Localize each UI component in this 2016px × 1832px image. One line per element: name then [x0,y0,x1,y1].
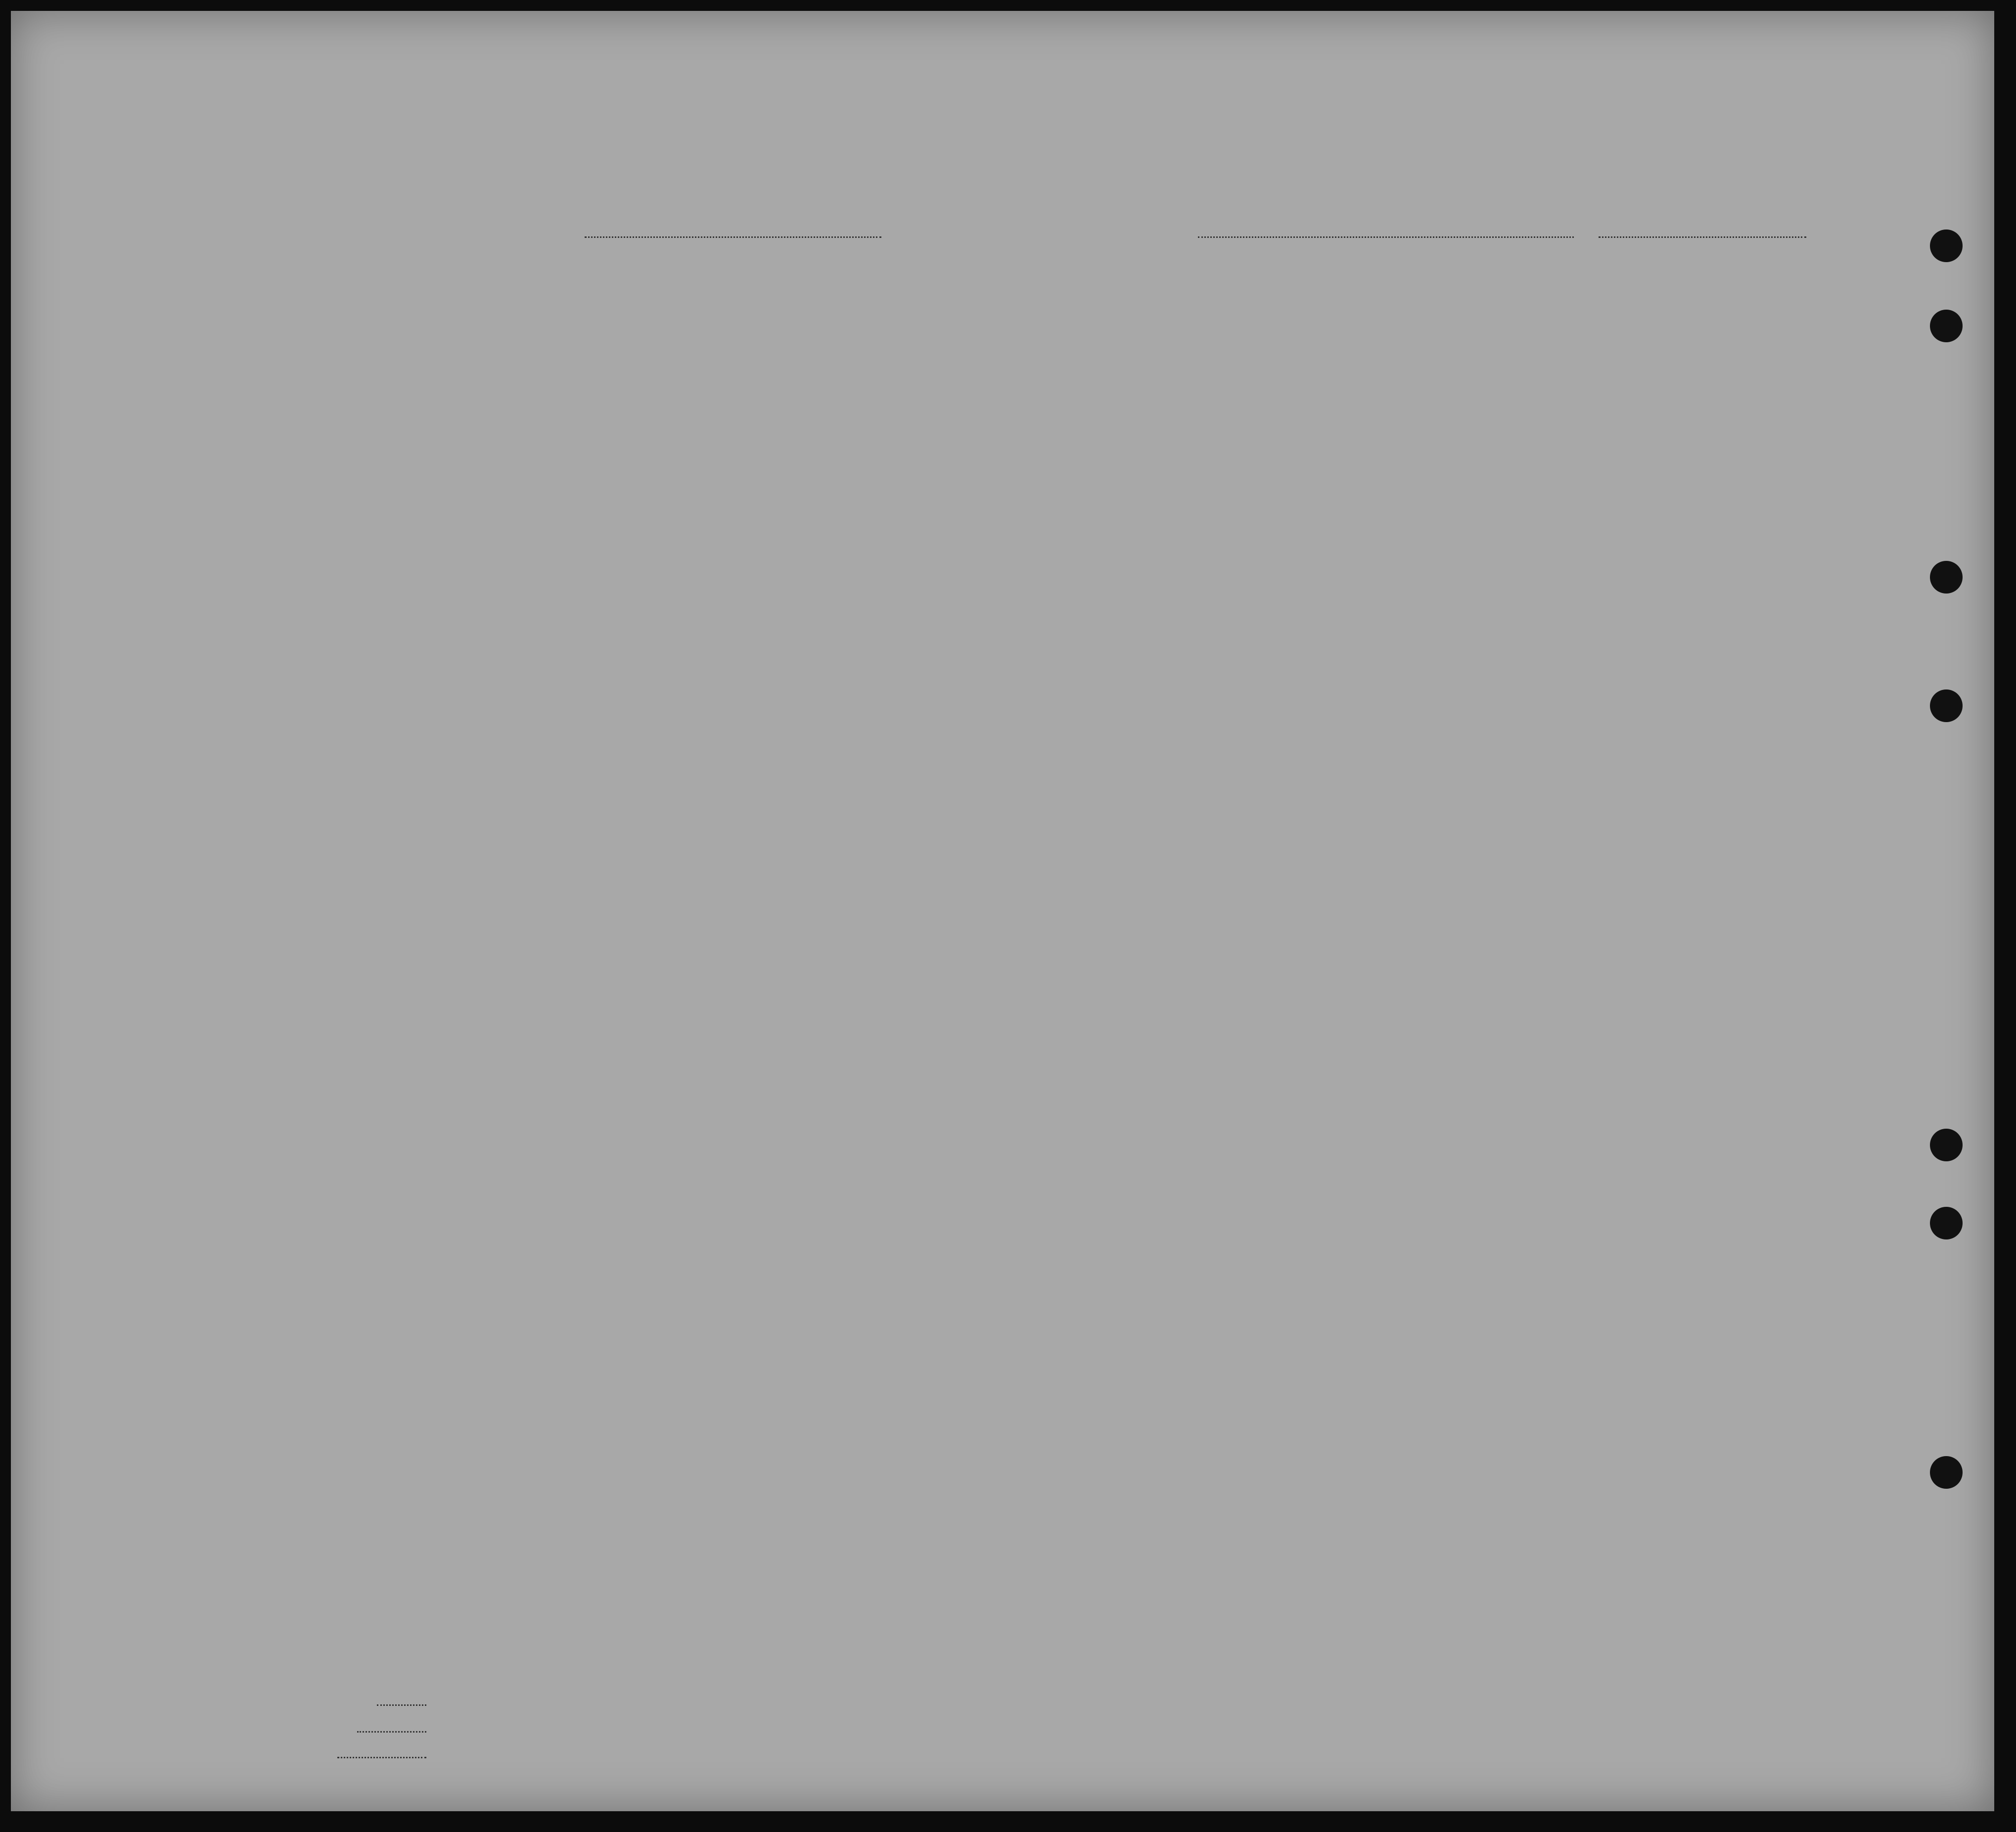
manifest-table [11,11,1994,1811]
manifest-sheet [11,11,1994,1811]
footer-dots [357,1731,426,1733]
footer-dots [337,1757,426,1758]
footer-dots [377,1704,426,1706]
